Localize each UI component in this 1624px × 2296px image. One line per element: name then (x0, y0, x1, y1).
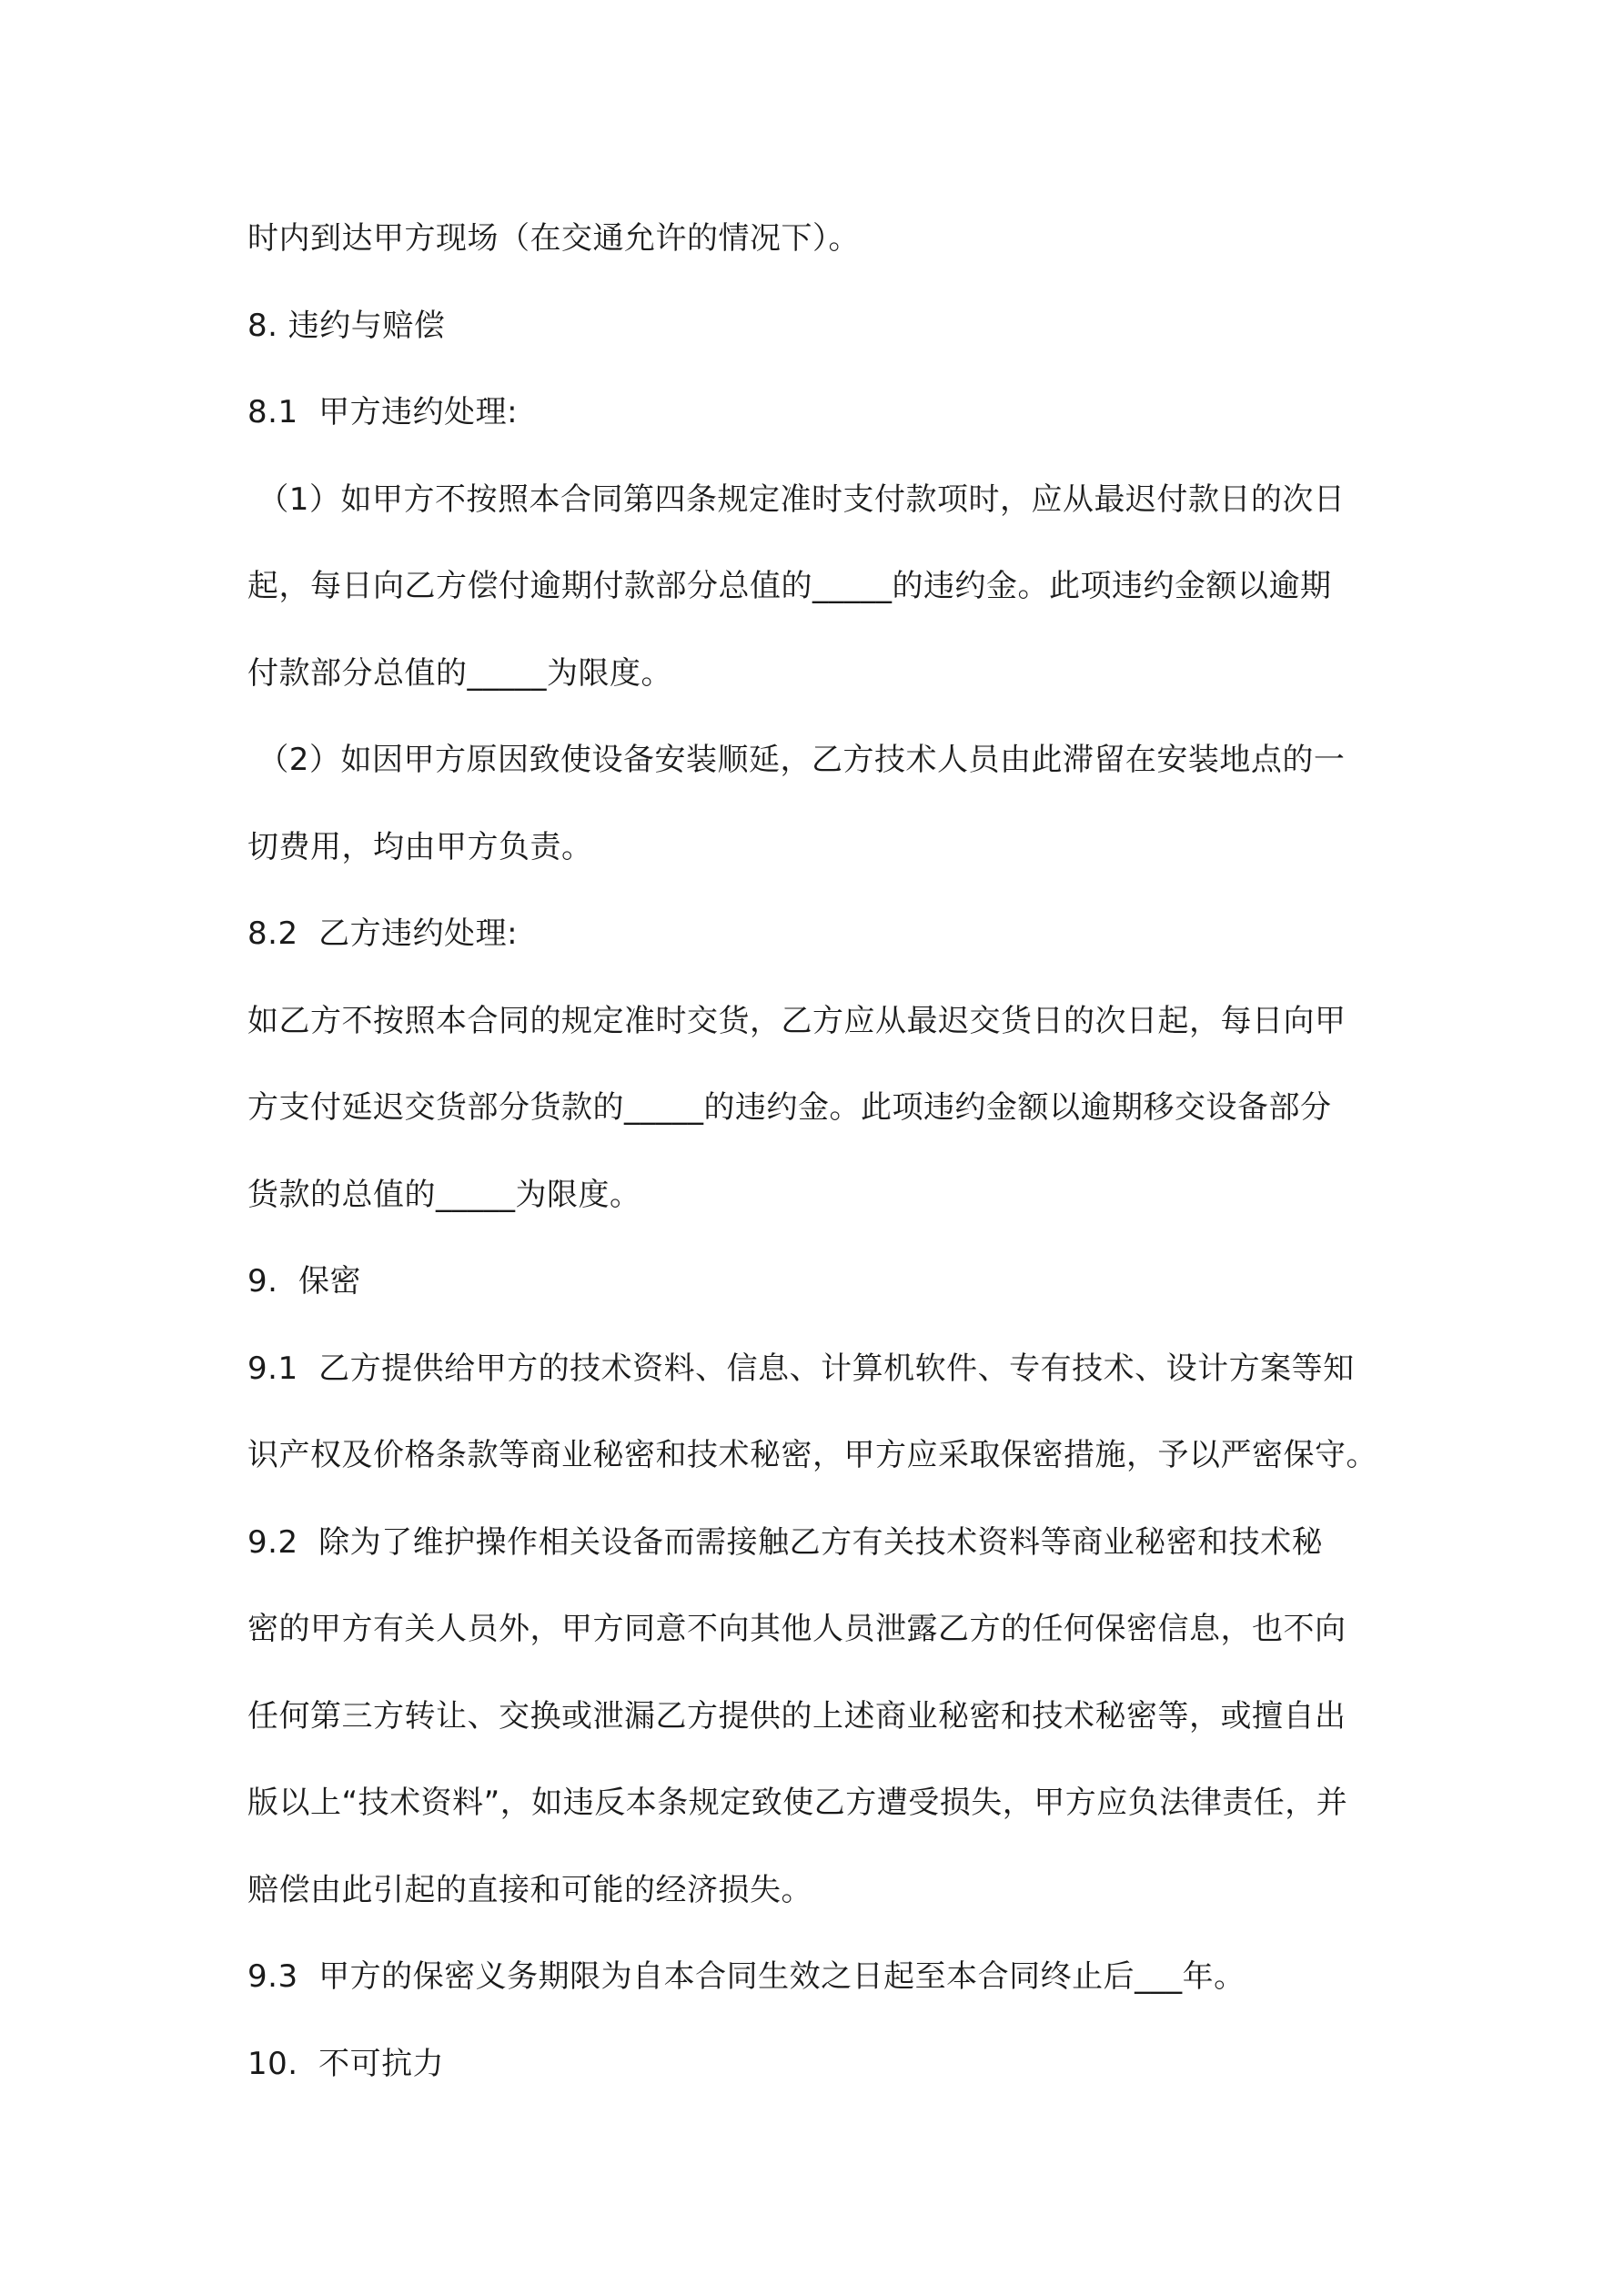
text-line: 切费用，均由甲方负责。 (247, 829, 593, 865)
text-line: 9.1 乙方提供给甲方的技术资料、信息、计算机软件、专有技术、设计方案等知 (247, 1350, 1355, 1387)
section-heading-confidentiality: 9. 保密 (247, 1263, 362, 1300)
section-heading-force-majeure: 10. 不可抗力 (247, 2046, 445, 2082)
text-line: 赔偿由此引起的直接和可能的经济损失。 (247, 1872, 812, 1908)
text-line: 识产权及价格条款等商业秘密和技术秘密，甲方应采取保密措施，予以严密保守。 (247, 1437, 1377, 1473)
text-line: （2）如因甲方原因致使设备安装顺延，乙方技术人员由此滞留在安装地点的一 (247, 742, 1346, 778)
text-line: 9.3 甲方的保密义务期限为自本合同生效之日起至本合同终止后___年。 (247, 1958, 1246, 1995)
text-line: 版以上“技术资料”，如违反本条规定致使乙方遭受损失，甲方应负法律责任，并 (247, 1785, 1348, 1821)
text-line: （1）如甲方不按照本合同第四条规定准时支付款项时，应从最迟付款日的次日 (247, 481, 1346, 518)
text-line: 如乙方不按照本合同的规定准时交货，乙方应从最迟交货日的次日起，每日向甲 (247, 1003, 1347, 1039)
text-line: 货款的总值的_____为限度。 (247, 1177, 641, 1213)
text-line: 起，每日向乙方偿付逾期付款部分总值的_____的违约金。此项违约金额以逾期 (247, 568, 1332, 604)
text-line: 密的甲方有关人员外，甲方同意不向其他人员泄露乙方的任何保密信息，也不向 (247, 1611, 1347, 1647)
text-line: 9.2 除为了维护操作相关设备而需接触乙方有关技术资料等商业秘密和技术秘 (247, 1524, 1324, 1561)
text-line: 付款部分总值的_____为限度。 (247, 655, 672, 692)
text-line: 任何第三方转让、交换或泄漏乙方提供的上述商业秘密和技术秘密等，或擅自出 (247, 1698, 1347, 1735)
text-line: 时内到达甲方现场（在交通允许的情况下）。 (247, 220, 860, 257)
subsection-heading-party-a-breach: 8.1 甲方违约处理: (247, 394, 519, 430)
section-heading-breach: 8. 违约与赔偿 (247, 308, 446, 344)
subsection-heading-party-b-breach: 8.2 乙方违约处理: (247, 915, 519, 952)
text-line: 方支付延迟交货部分货款的_____的违约金。此项违约金额以逾期移交设备部分 (247, 1089, 1332, 1126)
